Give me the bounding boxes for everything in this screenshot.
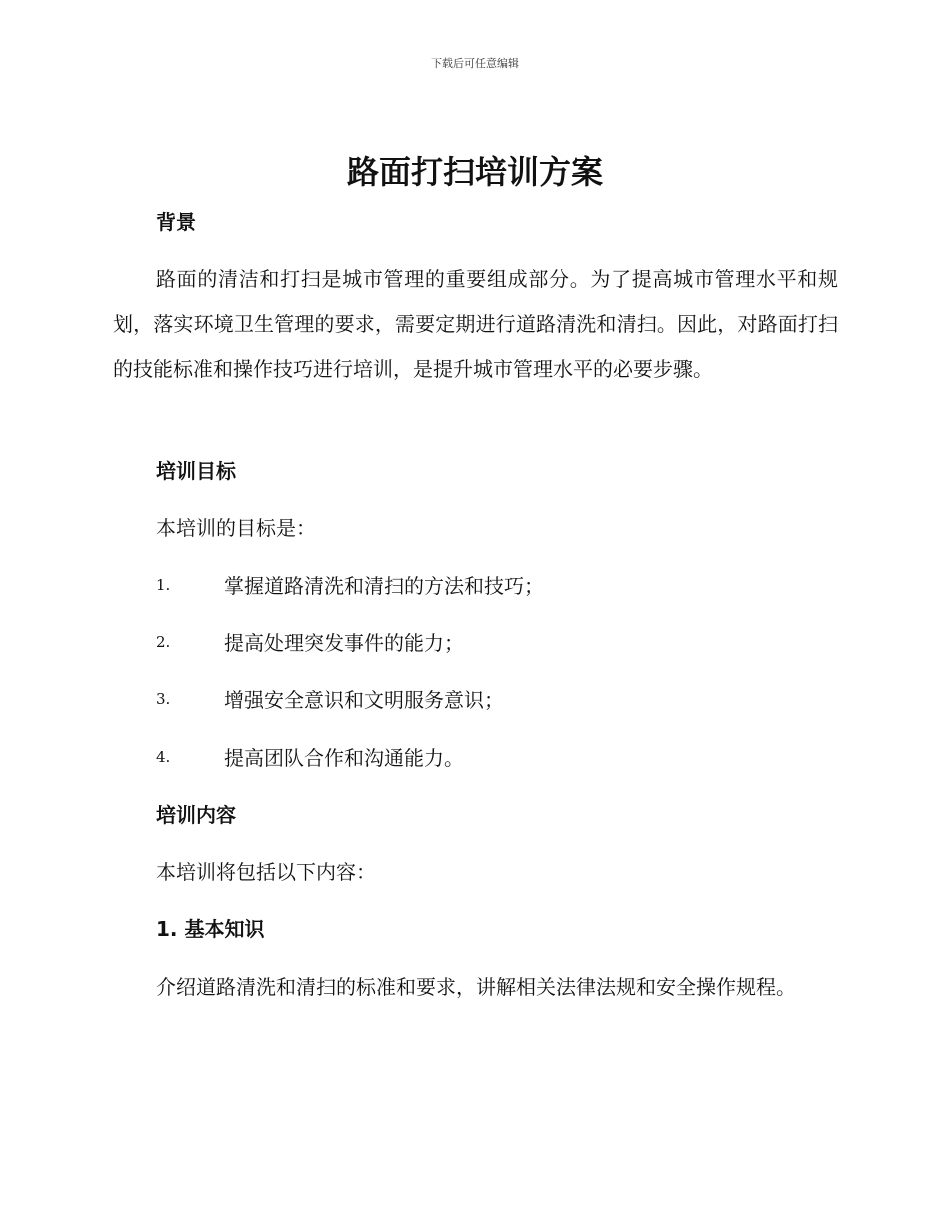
goals-list-item bbox=[156, 572, 856, 602]
subsection-heading-basic-knowledge: 1. 基本知识 bbox=[156, 917, 265, 941]
list-item-text: 提高处理突发事件的能力； bbox=[224, 631, 464, 655]
goals-list-item bbox=[156, 744, 856, 774]
background-paragraph: 路面的清洁和打扫是城市管理的重要组成部分。为了提高城市管理水平和规划，落实环境卫生管理的要求，需要定期进行道路清洗和清扫。因此，对路面打扫的技能标准和操作技巧进行培训，是提升城市管理水平的必要步骤。 bbox=[113, 267, 838, 381]
section-heading-content: 培训内容 bbox=[156, 803, 236, 827]
basic-knowledge-paragraph: 介绍道路清洗和清扫的标准和要求，讲解相关法律法规和安全操作规程。 bbox=[156, 975, 796, 999]
list-item-text: 掌握道路清洗和清扫的方法和技巧； bbox=[224, 574, 544, 598]
list-item-text: 提高团队合作和沟通能力。 bbox=[224, 746, 464, 770]
header-note: 下载后可任意编辑 bbox=[431, 57, 519, 70]
section-heading-goals: 培训目标 bbox=[156, 459, 236, 483]
list-number: 1. bbox=[156, 576, 171, 594]
content-lead-text: 本培训将包括以下内容： bbox=[156, 860, 376, 884]
goals-list-item bbox=[156, 629, 856, 659]
goals-lead-text: 本培训的目标是： bbox=[156, 516, 316, 540]
list-number: 3. bbox=[156, 690, 171, 708]
document-title: 路面打扫培训方案 bbox=[346, 153, 603, 191]
list-number: 4. bbox=[156, 748, 171, 766]
goals-list-item bbox=[156, 686, 856, 716]
list-number: 2. bbox=[156, 633, 171, 651]
section-heading-background: 背景 bbox=[156, 210, 196, 234]
list-item-text: 增强安全意识和文明服务意识； bbox=[224, 688, 504, 712]
